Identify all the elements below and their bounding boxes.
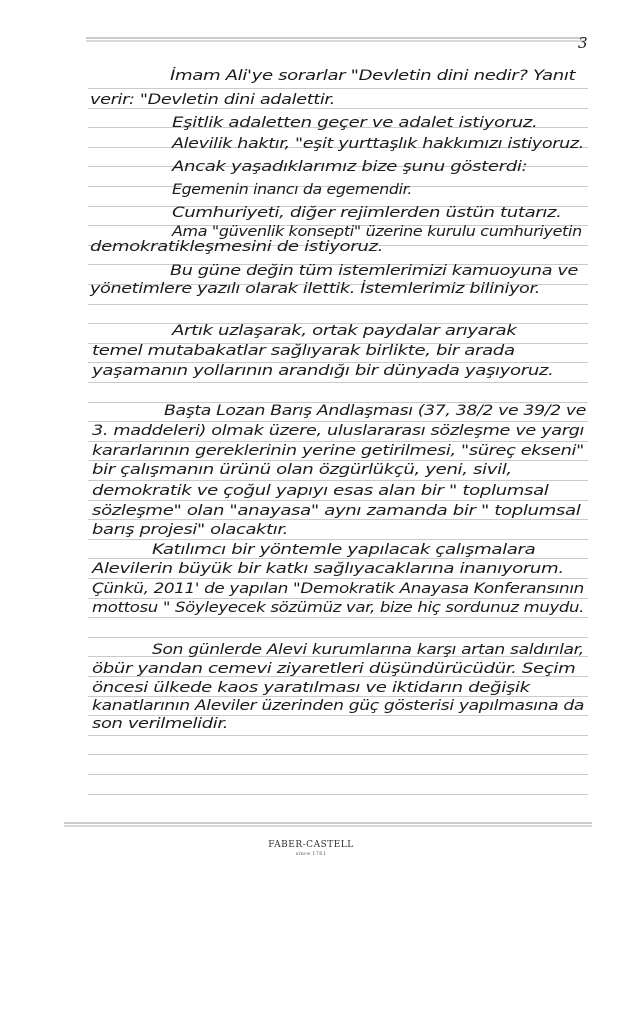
page-number: 3 xyxy=(578,34,588,52)
text-line: sözleşme" olan "anayasa" aynı zamanda bir " toplumsal xyxy=(92,503,581,519)
text-line: bir çalışmanın ürünü olan özgürlükçü, yeni, sivil, xyxy=(92,462,512,478)
text-line: öbür yandan cemevi ziyaretleri düşündürücüdür. Seçim xyxy=(92,661,576,677)
text-line: kararlarının gereklerinin yerine getirilmesi, "süreç ekseni" xyxy=(92,443,584,459)
text-line: Başta Lozan Barış Andlaşması (37, 38/2 ve 39/2 ve xyxy=(164,403,587,419)
text-line: demokratikleşmesini de istiyoruz. xyxy=(90,239,384,255)
text-line: barış projesi" olacaktır. xyxy=(92,522,289,538)
text-line: Katılımcı bir yöntemle yapılacak çalışmalara xyxy=(152,542,536,558)
brand-logo xyxy=(0,840,622,857)
text-line: Egemenin inancı da egemendir. xyxy=(172,182,413,198)
brand-tagline: since 1761 xyxy=(295,851,327,857)
text-line: verir: "Devletin dini adalettir. xyxy=(90,92,335,108)
text-line: son verilmelidir. xyxy=(92,716,229,732)
text-line: Alevilik haktır, "eşit yurttaşlık hakkımızı istiyoruz. xyxy=(172,136,584,152)
brand-name: FABER-CASTELL xyxy=(268,840,354,850)
text-line: Alevilerin büyük bir katkı sağlıyacaklarına inanıyorum. xyxy=(92,561,564,577)
text-line: demokratik ve çoğul yapıyı esas alan bir " toplumsal xyxy=(92,483,549,499)
text-line: Artık uzlaşarak, ortak paydalar arıyarak xyxy=(172,323,517,339)
text-line: mottosu " Söyleyecek sözümüz var, bize hiç sordunuz muydu. xyxy=(92,600,585,616)
text-line: Son günlerde Alevi kurumlarına karşı artan saldırılar, xyxy=(152,642,584,658)
text-line: Ama "güvenlik konsepti" üzerine kurulu cumhuriyetin xyxy=(172,224,582,240)
text-line: Ancak yaşadıklarımız bize şunu gösterdi: xyxy=(172,159,528,175)
text-line: Eşitlik adaletten geçer ve adalet istiyoruz. xyxy=(172,115,538,131)
text-line: kanatlarının Aleviler üzerinden güç gösterisi yapılmasına da xyxy=(92,698,585,714)
text-line: Çünkü, 2011' de yapılan "Demokratik Anayasa Konferansının xyxy=(92,581,584,597)
text-line: 3. maddeleri) olmak üzere, uluslararası sözleşme ve yargı xyxy=(92,423,585,439)
text-line: yönetimlere yazılı olarak ilettik. İstemlerimiz biliniyor. xyxy=(90,281,540,297)
text-line: Cumhuriyeti, diğer rejimlerden üstün tutarız. xyxy=(172,205,562,221)
text-line: Bu güne değin tüm istemlerimizi kamuoyuna ve xyxy=(170,263,578,279)
text-line: temel mutabakatlar sağlıyarak birlikte, bir arada xyxy=(92,343,515,359)
text-line: yaşamanın yollarının arandığı bir dünyada yaşıyoruz. xyxy=(92,363,554,379)
text-line: İmam Ali'ye sorarlar "Devletin dini nedir? Yanıt xyxy=(170,68,576,84)
text-line: öncesi ülkede kaos yaratılması ve iktidarın değişik xyxy=(92,680,530,696)
